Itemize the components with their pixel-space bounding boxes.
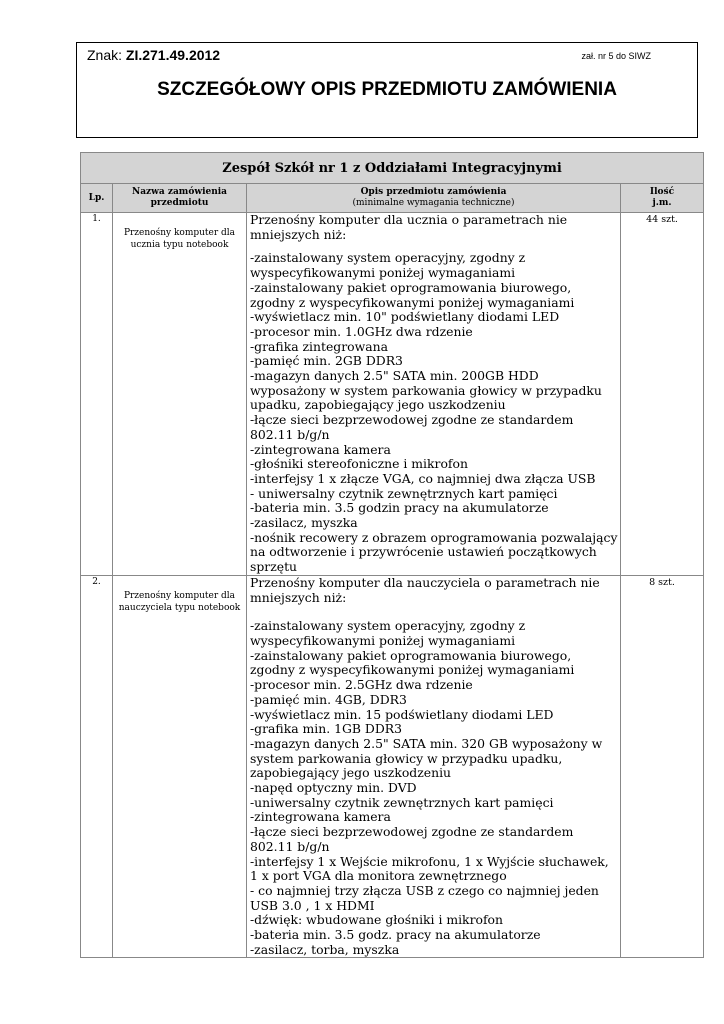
col-qty-header bbox=[621, 184, 704, 213]
description-intro: Przenośny komputer dla nauczyciela o parametrach nie mniejszych niż: bbox=[250, 574, 600, 605]
spec-line: -bateria min. 3.5 godz. pracy na akumulatorze bbox=[250, 927, 541, 943]
spec-line: -wyświetlacz min. 15 podświetlany diodami LED bbox=[250, 706, 554, 722]
spec-line: -interfejsy 1 x złącze VGA, co najmniej dwa złącza USB bbox=[250, 470, 596, 486]
item-quantity: 8 szt. bbox=[621, 575, 704, 958]
col-desc-header bbox=[247, 184, 621, 213]
spec-line: -zainstalowany pakiet oprogramowania biurowego, zgodny z wyspecyfikowanymi poniżej wymaganiami bbox=[250, 647, 575, 678]
spec-line: - uniwersalny czytnik zewnętrznych kart pamięci bbox=[250, 485, 558, 501]
col-desc-label: Opis przedmiotu zamówienia bbox=[360, 187, 507, 197]
annex-label: zał. nr 5 do SIWZ bbox=[581, 51, 651, 61]
spec-line: -zasilacz, torba, myszka bbox=[250, 941, 400, 957]
spec-line: -łącze sieci bezprzewodowej zgodne ze standardem 802.11 b/g/n bbox=[250, 412, 574, 442]
spec-line: -zainstalowany pakiet oprogramowania biurowego, zgodny z wyspecyfikowanymi poniżej wymaganiami bbox=[250, 279, 575, 310]
spec-line: -uniwersalny czytnik zewnętrznych kart pamięci bbox=[250, 794, 554, 810]
spec-line: - co najmniej trzy złącza USB z czego co najmniej jeden USB 3.0 , 1 x HDMI bbox=[250, 882, 599, 913]
spec-line: -interfejsy 1 x Wejście mikrofonu, 1 x Wyjście słuchawek, 1 x port VGA dla monitora zewnętrznego bbox=[250, 853, 609, 884]
row-number: 1. bbox=[81, 213, 113, 576]
spec-line: -procesor min. 1.0GHz dwa rdzenie bbox=[250, 323, 473, 339]
col-qty-label: Ilość bbox=[649, 187, 675, 197]
spec-line: -wyświetlacz min. 10" podświetlany diodami LED bbox=[250, 309, 560, 325]
item-description bbox=[247, 213, 621, 576]
col-desc-sublabel: (minimalne wymagania techniczne) bbox=[352, 198, 515, 208]
col-name-header bbox=[113, 184, 247, 213]
column-header-row bbox=[81, 184, 704, 213]
table-row bbox=[81, 575, 704, 958]
item-name: Przenośny komputer dla ucznia typu notebook bbox=[113, 213, 247, 576]
spec-line: -grafika zintegrowana bbox=[250, 338, 388, 354]
spec-line: -dźwięk: wbudowane głośniki i mikrofon bbox=[250, 912, 503, 928]
spec-line: -magazyn danych 2.5" SATA min. 200GB HDD wyposażony w system parkowania głowicy w przypadku upadku, zapobiegający jego uszkodzeniu bbox=[250, 368, 602, 413]
item-description bbox=[247, 575, 621, 958]
item-quantity: 44 szt. bbox=[621, 213, 704, 576]
document-header bbox=[76, 42, 698, 138]
spec-line: -zasilacz, myszka bbox=[250, 515, 358, 531]
reference-value: ZI.271.49.2012 bbox=[125, 47, 221, 63]
spec-line: -nośnik recowery z obrazem oprogramowania pozwalający na odtworzenie i przywrócenie ustawień początkowych sprzętu bbox=[250, 529, 618, 575]
col-lp-header bbox=[81, 184, 113, 213]
table-row bbox=[81, 213, 704, 576]
col-unit-label: j.m. bbox=[652, 198, 672, 208]
spec-line: -napęd optyczny min. DVD bbox=[250, 780, 417, 796]
spec-line: -łącze sieci bezprzewodowej zgodne ze standardem 802.11 b/g/n bbox=[250, 824, 574, 854]
school-row bbox=[81, 153, 704, 184]
spec-line: -bateria min. 3.5 godzin pracy na akumulatorze bbox=[250, 500, 549, 516]
spec-line: -zintegrowana kamera bbox=[250, 441, 391, 457]
spec-line: -magazyn danych 2.5" SATA min. 320 GB wyposażony w system parkowania głowicy w przypadku upadku, zapobiegający jego uszkodzeniu bbox=[250, 735, 603, 781]
spec-line: -grafika min. 1GB DDR3 bbox=[250, 721, 403, 737]
spec-line: -pamięć min. 4GB, DDR3 bbox=[250, 691, 407, 707]
school-name: Zespół Szkół nr 1 z Oddziałami Integracyjnymi bbox=[81, 153, 704, 184]
row-number: 2. bbox=[81, 575, 113, 958]
spec-line: -zainstalowany system operacyjny, zgodny z wyspecyfikowanymi poniżej wymaganiami bbox=[250, 250, 526, 281]
spec-line: -zintegrowana kamera bbox=[250, 809, 391, 825]
spec-line: -pamięć min. 2GB DDR3 bbox=[250, 353, 403, 369]
spec-line: -zainstalowany system operacyjny, zgodny z wyspecyfikowanymi poniżej wymaganiami bbox=[250, 618, 526, 648]
spec-line: -procesor min. 2.5GHz dwa rdzenie bbox=[250, 677, 473, 693]
description-intro: Przenośny komputer dla ucznia o parametrach nie mniejszych niż: bbox=[250, 212, 568, 242]
document-title: SZCZEGÓŁOWY OPIS PRZEDMIOTU ZAMÓWIENIA bbox=[157, 79, 617, 100]
col-name-label: Nazwa zamówienia przedmiotu bbox=[131, 187, 228, 208]
item-name: Przenośny komputer dla nauczyciela typu notebook bbox=[113, 575, 247, 958]
spec-line: -głośniki stereofoniczne i mikrofon bbox=[250, 456, 468, 472]
col-lp-label: Lp. bbox=[88, 192, 105, 203]
reference-number bbox=[87, 47, 220, 63]
specification-table bbox=[80, 152, 704, 958]
reference-label: Znak: bbox=[87, 47, 123, 63]
